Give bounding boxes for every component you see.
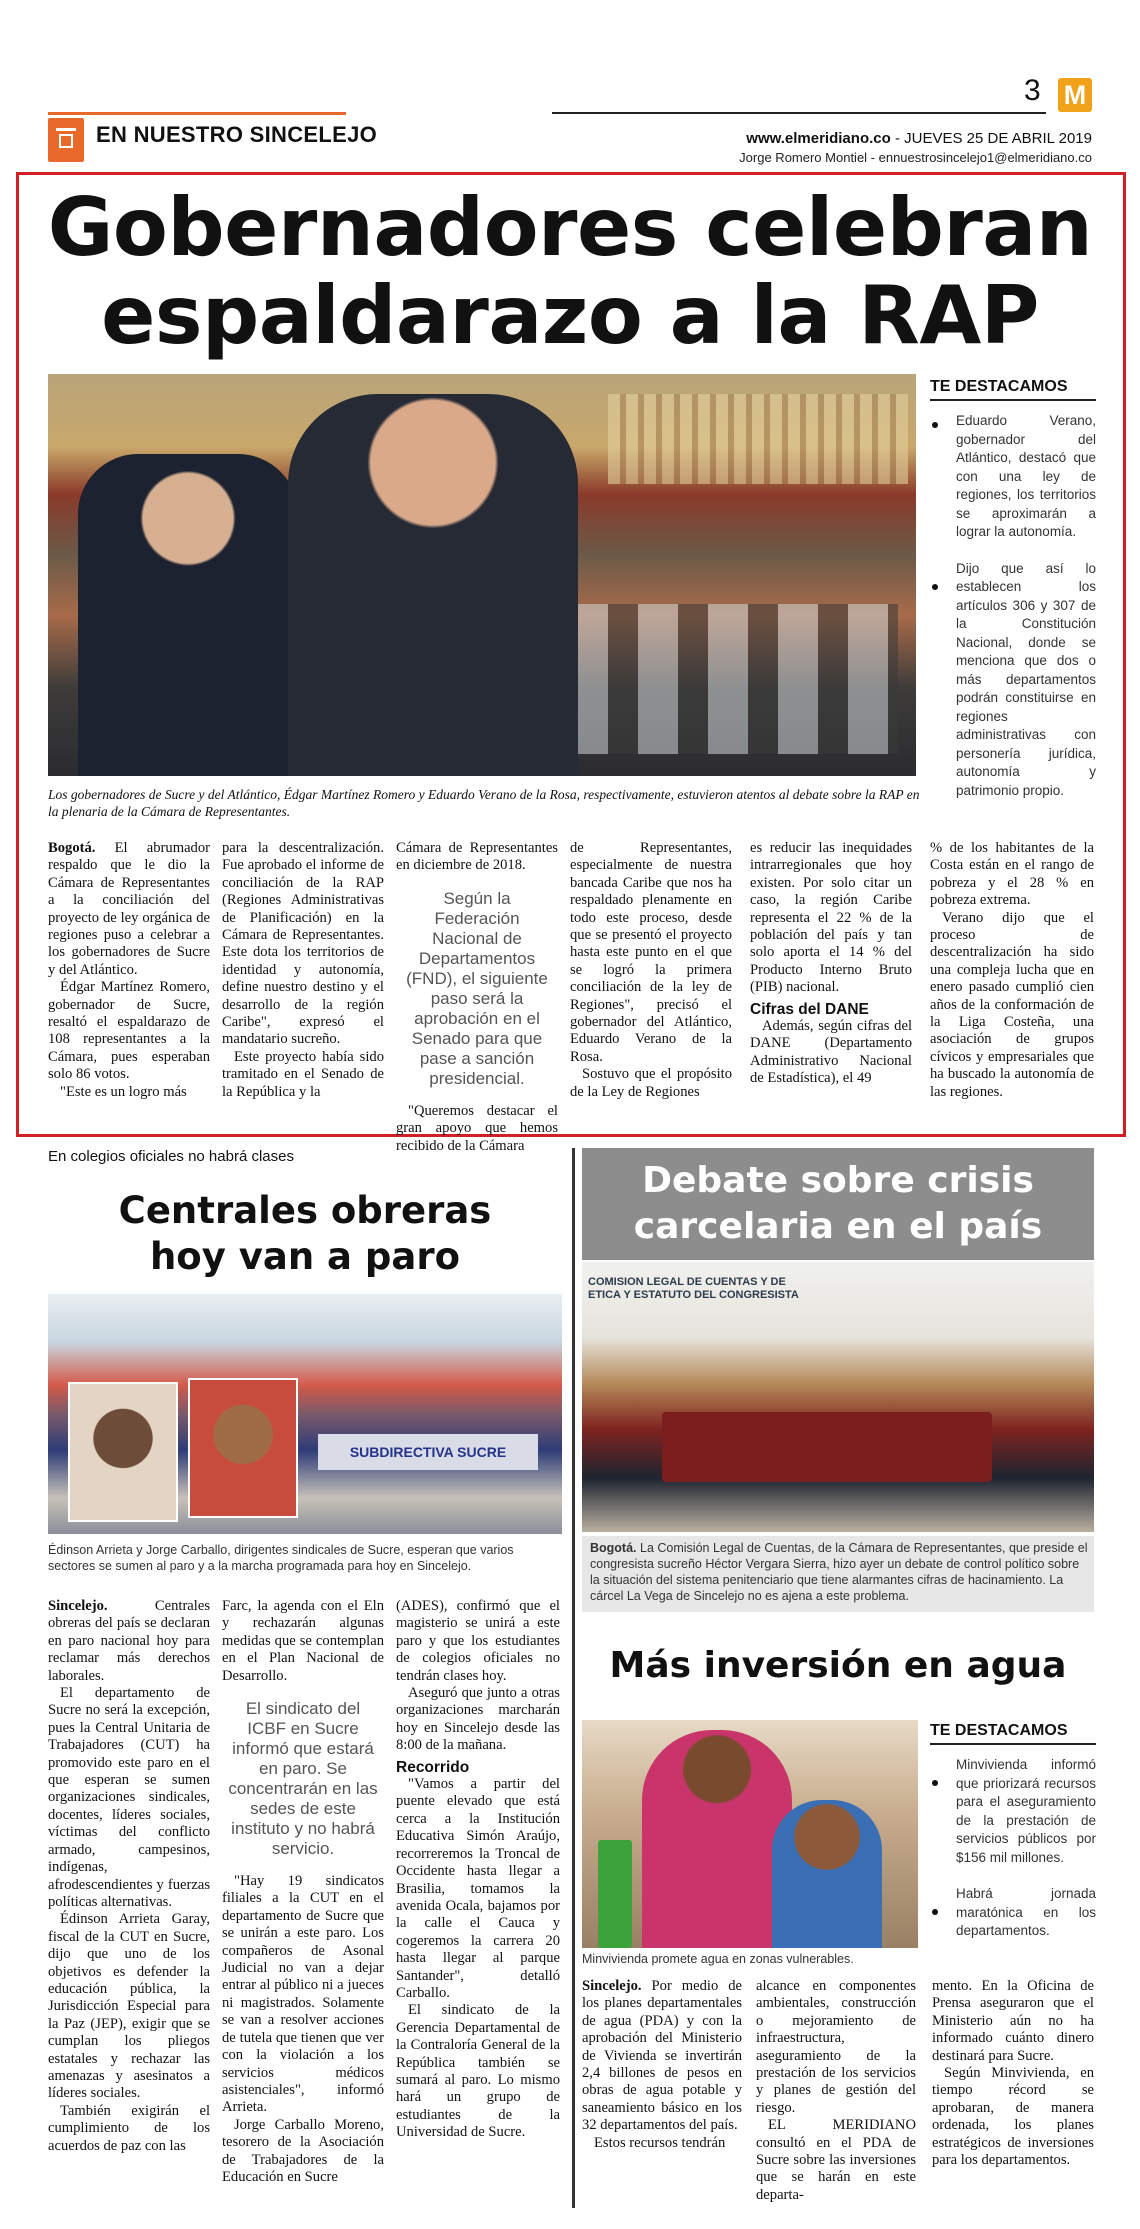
story2-column: [396, 1598, 560, 2142]
paragraph: para la descentralización. Fue aprobado el informe de conciliación de la RAP (Regiones Administrativas de Planificación) en la Cámara de Representantes. Este dota los territorios de identidad y autonomía, define nuestro destino y el desarrollo de la región Caribe", expresó el mandatario sucreño.: [222, 840, 384, 1048]
story3-photo-commission: [582, 1262, 1094, 1532]
paragraph: mento. En la Oficina de Prensa aseguraron que el Ministerio aún no ha informado cuánto dinero destinará para Sucre.: [932, 1978, 1094, 2064]
paragraph: Sincelejo. Centrales obreras del país se declaran en paro nacional hoy para reclamar más derechos laborales.: [48, 1598, 210, 1684]
sidebar-title: TE DESTACAMOS: [930, 378, 1096, 401]
paragraph: Cámara de Representantes en diciembre de 2018.: [396, 840, 558, 874]
story2-headline: [48, 1188, 562, 1280]
paragraph: Estos recursos tendrán: [594, 2134, 726, 2151]
paragraph: El sindicato de la Gerencia Departamental de la Contraloría General de la República también se sumará al paro. Lo mismo hará un grupo de estudiantes de la Universidad de Sucre.: [396, 2002, 560, 2141]
story2-photo-march: [48, 1294, 562, 1534]
section-rule: [48, 112, 346, 115]
paragraph: Jorge Carballo Moreno, tesorero de la Asociación de Trabajadores de la Educación en Sucre: [222, 2116, 384, 2185]
sidebar-bullet: Minvivienda informó que priorizará recursos para el aseguramiento de la prestación de servicios públicos por $156 mil millones.: [930, 1756, 1096, 1867]
paragraph: Aseguró que junto a otras organizaciones marcharán hoy en Sincelejo desde las 8:00 de la mañana.: [396, 1685, 560, 1754]
inset-photo-carballo: [188, 1378, 298, 1518]
paragraph: % de los habitantes de la Costa están en el rango de pobreza y el 28 % en pobreza extrema.: [930, 840, 1094, 909]
photo-banner: SUBDIRECTIVA SUCRE: [318, 1434, 538, 1470]
story4-column: [932, 1978, 1094, 2169]
top-rule: [552, 112, 1046, 114]
paragraph: Además, según cifras del DANE (Departamento Administrativo Nacional de Estadística), el 49: [750, 1018, 912, 1087]
inset-photo-arrieta: [68, 1382, 178, 1522]
main-headline-line1: Gobernadores celebran: [47, 181, 1093, 274]
story3-headline: [582, 1158, 1094, 1250]
main-article-column: [396, 840, 558, 1155]
paragraph: "Este es un logro más: [60, 1083, 187, 1100]
paragraph: Édinson Arrieta Garay, fiscal de la CUT en Sucre, dijo que uno de los objetivos es defender la educación pública, la Jurisdicción Especial para la Paz (JEP), exigir que se cumplan los pliegos estatales y rechazar las amenazas y asesinatos a líderes sociales.: [48, 1911, 210, 2102]
subheading: Recorrido: [396, 1758, 470, 1776]
section-icon: [48, 118, 84, 162]
sidebar-bullet: Dijo que así lo establecen los artículos 306 y 307 de la Constitución Nacional, donde se menciona que dos o más departamentos podrán constituirse en regiones administrativas con personería jurídica, autonomía y patrimonio propio.: [930, 560, 1096, 801]
paragraph: "Queremos destacar el gran apoyo que hemos recibido de la Cámara: [396, 1102, 558, 1154]
story3-photo-caption: Bogotá. La Comisión Legal de Cuentas, de la Cámara de Representantes, que preside el congresista sucreño Héctor Vergara Sierra, hizo ayer un debate de control político sobre la situación del sistema penitenciario que tiene alarmantes cifras de hacinamiento. La cárcel La Vega de Sincelejo no es ajena a este problema.: [590, 1541, 1088, 1603]
sidebar-bullet: Habrá jornada maratónica en los departamentos.: [930, 1885, 1096, 1941]
author-line: Jorge Romero Montiel - ennuestrosincelejo1@elmeridiano.co: [739, 150, 1092, 165]
newspaper-logo: M: [1058, 78, 1092, 112]
page-number: 3: [1024, 74, 1041, 107]
main-photo-caption: Los gobernadores de Sucre y del Atlántico, Édgar Martínez Romero y Eduardo Verano de la Rosa, respectivamente, estuvieron atentos al debate sobre la RAP en la plenaria de la Cámara de Representantes.: [48, 787, 920, 819]
pull-quote: El sindicato del ICBF en Sucre informó que estará en paro. Se concentrarán en las sedes de este instituto y no habrá servicio.: [228, 1699, 378, 1859]
story2-column: [48, 1598, 210, 2155]
main-article-column: [930, 840, 1094, 1101]
paragraph: (ADES), confirmó que el magisterio se unirá a este paro y que los estudiantes de colegios oficiales no tendrán clases hoy.: [396, 1598, 560, 1684]
story4-headline: Más inversión en agua: [609, 1645, 1067, 1686]
sidebar-highlights: [930, 412, 1096, 818]
story3-headline-line1: Debate sobre crisis: [642, 1160, 1034, 1201]
masthead-line: [746, 130, 1092, 147]
story4-column: [582, 1978, 742, 2152]
main-article-column: [570, 840, 732, 1101]
paragraph: de Representantes, especialmente de nuestra bancada Caribe que nos ha respaldado plenamente en todo este proceso, desde que se presentó el proyecto hasta este punto en el que se logró la primera conciliación de la ley de Regiones", precisó el gobernador del Atlántico, Eduardo Verano de la Rosa.: [570, 840, 732, 1065]
story4-column: [756, 1978, 916, 2204]
paragraph: El departamento de Sucre no será la excepción, pues la Central Unitaria de Trabajadores (CUT) ha promovido este paro en el que esperan se sumen organizaciones sindicales, docentes, líderes sociales, víctimas del conflicto armado, campesinos, indígenas, afrodescendientes y fuerzas políticas alternativas.: [48, 1685, 210, 1910]
story2-photo-caption: Édinson Arrieta y Jorge Carballo, dirigentes sindicales de Sucre, esperan que varios sectores se sumen al paro y a la marcha programada para hoy en Sincelejo.: [48, 1543, 514, 1573]
main-headline: [40, 181, 1100, 362]
sidebar-title: TE DESTACAMOS: [930, 1722, 1096, 1745]
paragraph: alcance en componentes ambientales, construcción o mejoramiento de infraestructura, aseguramiento de la prestación de los servicios y planes de gestión del riesgo.: [756, 1978, 916, 2116]
paragraph: "Hay 19 sindicatos filiales a la CUT en el departamento de Sucre que se unirán a este paro. Los compañeros de Asonal Judicial no van a dejar entrar al público ni a jueces ni magistrados. Solamente se van a resolver acciones de tutela que tienen que ver con la violación a los servicios médicos asistenciales", informó Arrieta.: [222, 1873, 384, 2116]
main-article-column: [750, 840, 912, 1088]
paragraph: También exigirán el cumplimiento de los acuerdos de paz con las: [48, 2102, 210, 2154]
photo-banner: COMISION LEGAL DE CUENTAS Y DE ETICA Y ESTATUTO DEL CONGRESISTA: [588, 1276, 799, 1301]
story3-headline-line2: carcelaria en el país: [633, 1206, 1043, 1247]
story2-kicker: En colegios oficiales no habrá clases: [48, 1148, 294, 1165]
website[interactable]: www.elmeridiano.co: [746, 130, 891, 147]
paragraph: "Vamos a partir del puente elevado que está cerca a la Institución Educativa Simón Araújo, recorreremos la Troncal de Occidente hasta llegar a Brasilia, tomamos la avenida Ocala, bajamos por la calle el Cauca y cogeremos la carrera 20 hasta llegar al parque Santander", detalló Carballo.: [396, 1776, 560, 2001]
paragraph: Farc, la agenda con el Eln y rechazarán algunas medidas que se contemplan en el Plan Nacional de Desarrollo.: [222, 1598, 384, 1684]
story4-photo-caption: Minvivienda promete agua en zonas vulnerables.: [582, 1952, 854, 1966]
story2-headline-line2: hoy van a paro: [149, 1235, 461, 1278]
issue-date: - JUEVES 25 DE ABRIL 2019: [890, 130, 1092, 147]
section-title: EN NUESTRO SINCELEJO: [96, 122, 378, 147]
story2-column: [222, 1598, 384, 2186]
paragraph: es reducir las inequidades intrarregionales que hoy existen. Por solo citar un caso, la región Caribe representa el 22 % de la población del país y tan solo aporta el 14 % del Producto Interno Bruto (PIB) nacional.: [750, 840, 912, 996]
paragraph: Este proyecto había sido tramitado en el Senado de la República y la: [222, 1048, 384, 1100]
sidebar-highlights: [930, 1756, 1096, 1959]
paragraph: Sincelejo. Por medio de los planes departamentales de agua (PDA) y con la aprobación del Ministerio de Vivienda se invertirán 2,4 billones de pesos en obras de agua potable y saneamiento básico en los 32 departamentos del país.: [582, 1978, 742, 2134]
main-headline-line2: espaldarazo a la RAP: [101, 269, 1039, 362]
column-divider: [572, 1148, 575, 2208]
paragraph: Bogotá. El abrumador respaldo que le dio la Cámara de Representantes a la conciliación del proyecto de ley orgánica de regiones puso a celebrar a los gobernadores de Sucre y del Atlántico.: [48, 840, 210, 978]
paragraph: Sostuvo que el propósito de la Ley de Regiones: [570, 1066, 732, 1100]
subheading: Cifras del DANE: [750, 1000, 869, 1018]
main-photo-governors: [48, 374, 916, 776]
paragraph: Édgar Martínez Romero, gobernador de Sucre, resaltó el espaldarazo de 108 representantes a la Cámara, pues esperaban solo 86 votos.: [48, 979, 210, 1083]
pull-quote: Según la Federación Nacional de Departamentos (FND), el siguiente paso será la aprobación en el Senado para que pase a sanción presidencial.: [406, 888, 548, 1088]
sidebar-bullet: Eduardo Verano, gobernador del Atlántico, destacó que con una ley de regiones, los territorios se aproximarán a lograr la autonomía.: [930, 412, 1096, 542]
paragraph: Verano dijo que el proceso de descentralización ha sido una compleja lucha que en enero pasado cumplió cien años de la conformación de la Liga Costeña, una asociación de grupos cívicos y empresariales que ha buscado la autonomía de las regiones.: [930, 909, 1094, 1100]
story4-photo-water: [582, 1720, 918, 1948]
main-article-column: [48, 840, 210, 1101]
paragraph: EL MERIDIANO consultó en el PDA de Sucre sobre las inversiones que se harán en este departa-: [756, 2117, 916, 2203]
story2-headline-line1: Centrales obreras: [118, 1189, 492, 1232]
main-article-column: [222, 840, 384, 1101]
paragraph: Según Minvivienda, en tiempo récord se aprobaran, de manera ordenada, los planes estratégicos de inversiones para los departamentos.: [932, 2065, 1094, 2169]
